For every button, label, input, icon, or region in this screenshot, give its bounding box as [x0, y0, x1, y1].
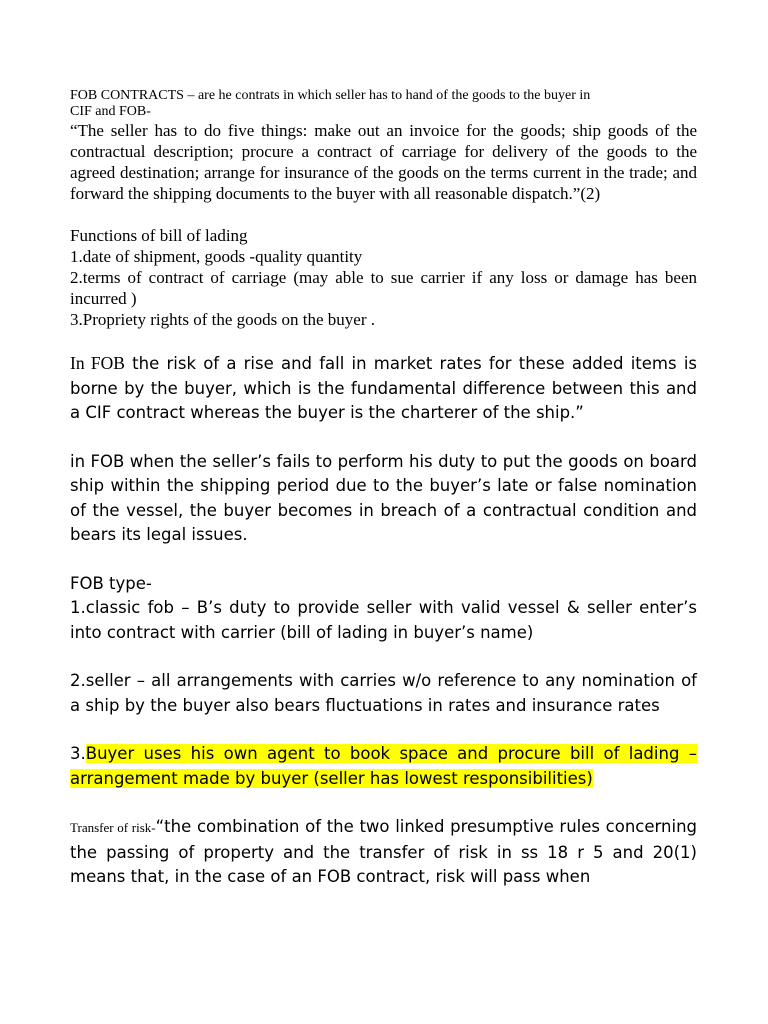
fob-type-2: 2.seller – all arrangements with carries w/o reference to any nomination of a ship by the buyer also bears fluctuations in rates and insurance rates [70, 671, 697, 715]
fob-types-title: FOB type- [70, 573, 152, 593]
fob-breach-paragraph: in FOB when the seller’s fails to perform his duty to put the goods on board ship within the shipping period due to the buyer’s late or false nomination of the vessel, the buyer becomes in breach of a contractual condition and bears its legal issues. [70, 451, 697, 544]
seller-duties-quote: “The seller has to do five things: make out an invoice for the goods; ship goods of the contractual description; procure a contract of carriage for delivery of the goods to the agreed destination; arrange for insurance of the goods on the terms current in the trade; and forward the shipping documents to the buyer with all reasonable dispatch.”(2) [70, 121, 697, 203]
fob-type-3-number: 3. [70, 744, 86, 763]
fob-risk-text: the risk of a rise and fall in market rates for these added items is borne by the buyer, which is the fundamental difference between this and a CIF contract whereas the buyer is the charterer of the ship.” [70, 354, 697, 422]
transfer-of-risk-paragraph [70, 815, 697, 890]
transfer-of-risk-text: “the combination of the two linked presumptive rules concerning the passing of property and the transfer of risk in ss 18 r 5 and 20(1) means that, in the case of an FOB contract, risk will pass when [70, 817, 697, 886]
fob-risk-paragraph [70, 351, 697, 426]
functions-title: Functions of bill of lading [70, 226, 248, 245]
fob-type-3-highlighted-text: Buyer uses his own agent to book space and procure bill of lading – arrangement made by buyer (seller has lowest responsibilities) [70, 744, 697, 788]
function-item-2: 2.terms of contract of carriage (may able to sue carrier if any loss or damage has been incurred ) [70, 268, 697, 308]
function-item-1: 1.date of shipment, goods -quality quantity [70, 247, 363, 266]
transfer-of-risk-lead: Transfer of risk- [70, 820, 156, 835]
fob-type-1: 1.classic fob – B’s duty to provide seller with valid vessel & seller enter’s into contract with carrier (bill of lading in buyer’s name) [70, 598, 697, 642]
fob-risk-lead: In FOB [70, 353, 125, 373]
function-item-3: 3.Propriety rights of the goods on the buyer . [70, 310, 376, 329]
fob-type-3 [70, 742, 697, 791]
heading-line-1: FOB CONTRACTS – are he contrats in which seller has to hand of the goods to the buyer in [70, 88, 591, 103]
heading-line-2: CIF and FOB- [70, 104, 151, 119]
